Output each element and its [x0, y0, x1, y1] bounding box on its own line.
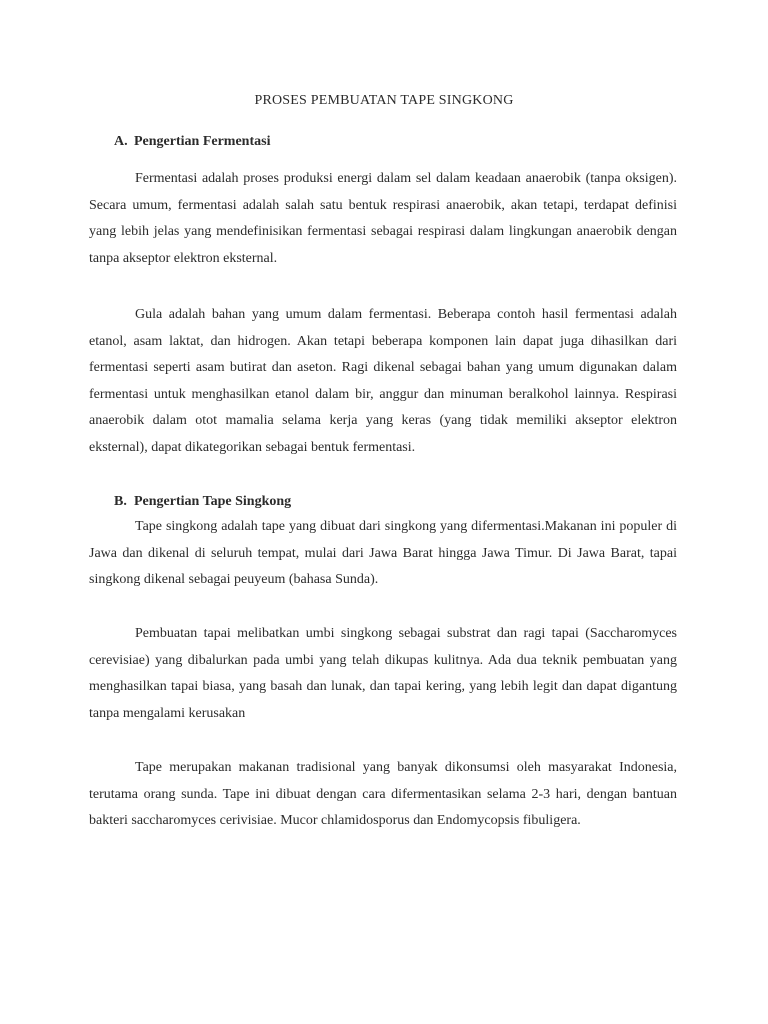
- paragraph: Gula adalah bahan yang umum dalam fermentasi. Beberapa contoh hasil fermentasi adalah etanol, asam laktat, dan hidrogen. Akan tetapi beberapa komponen lain dapat juga dihasilkan dari fermentasi seperti asam butirat dan aseton. Ragi dikenal sebagai bahan yang umum digunakan dalam fermentasi untuk menghasilkan etanol dalam bir, anggur dan minuman beralkohol lainnya. Respirasi anaerobik dalam otot mamalia selama kerja yang keras (yang tidak memiliki akseptor elektron eksternal), dapat dikategorikan sebagai bentuk fermentasi.: [89, 307, 677, 455]
- paragraph: Tape singkong adalah tape yang dibuat dari singkong yang difermentasi.Makanan ini populer di Jawa dan dikenal di seluruh tempat, mulai dari Jawa Barat hingga Jawa Timur. Di Jawa Barat, tapai singkong dikenal sebagai peuyeum (bahasa Sunda).: [89, 519, 677, 588]
- paragraph: Pembuatan tapai melibatkan umbi singkong sebagai substrat dan ragi tapai (Saccharomyces cerevisiae) yang dibalurkan pada umbi yang telah dikupas kulitnya. Ada dua teknik pembuatan yang menghasilkan tapai biasa, yang basah dan lunak, dan tapai kering, yang lebih legit dan dapat digantung tanpa mengalami kerusakan: [89, 626, 677, 721]
- section-heading-a: [114, 134, 270, 150]
- section-marker: A.: [114, 134, 128, 149]
- section-heading-text: Pengertian Tape Singkong: [134, 494, 292, 509]
- paragraph: Fermentasi adalah proses produksi energi dalam sel dalam keadaan anaerobik (tanpa oksigen). Secara umum, fermentasi adalah salah satu bentuk respirasi anaerobik, akan tetapi, terdapat definisi yang lebih jelas yang mendefinisikan fermentasi sebagai respirasi dalam lingkungan anaerobik dengan tanpa akseptor elektron eksternal.: [89, 171, 677, 266]
- section-heading-b: [114, 494, 291, 510]
- section-marker: B.: [114, 494, 127, 509]
- document-title: PROSES PEMBUATAN TAPE SINGKONG: [254, 93, 514, 108]
- paragraph: Tape merupakan makanan tradisional yang banyak dikonsumsi oleh masyarakat Indonesia, terutama orang sunda. Tape ini dibuat dengan cara difermentasikan selama 2-3 hari, dengan bantuan bakteri saccharomyces cerivisiae. Mucor chlamidosporus dan Endomycopsis fibuligera.: [89, 760, 677, 829]
- section-heading-text: Pengertian Fermentasi: [134, 134, 271, 149]
